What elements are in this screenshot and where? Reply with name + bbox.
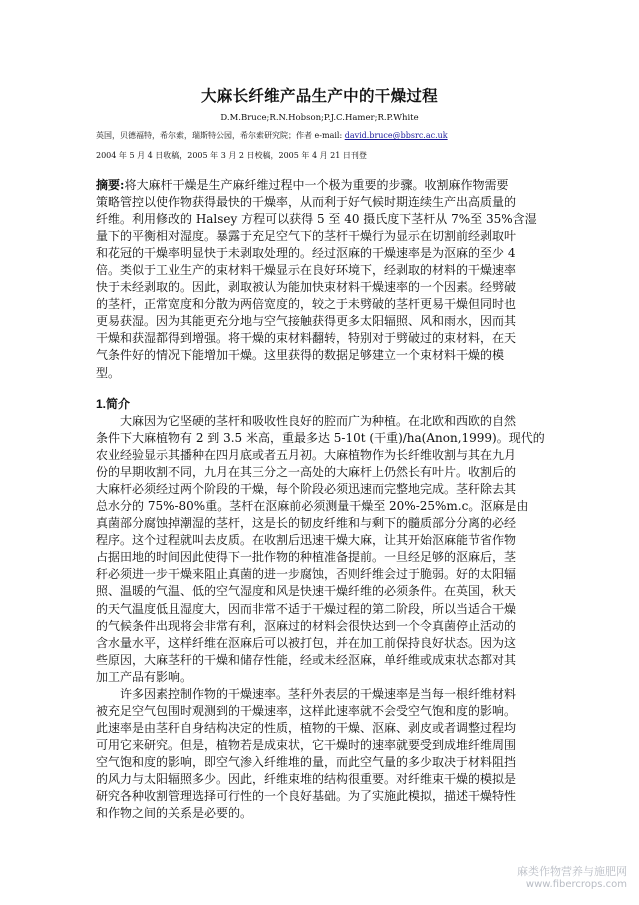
section-introduction: [96, 395, 550, 822]
paper-authors: D.M.Bruce;R.N.Hobson;P.J.C.Hamer;R.P.White: [220, 113, 419, 123]
body-line: 的天气温度低且湿度大，因而非常不适于干燥过程的第二阶段，所以当适合干燥: [96, 601, 517, 616]
abstract-line: 更易获湿。因为其能更充分地与空气接触获得更多太阳辐照、风和雨水，因而其: [96, 314, 517, 329]
body-line: 些原因，大麻茎秆的干燥和储存性能，经或未经沤麻，单纤维或成束状态都对其: [96, 652, 517, 667]
body-line: 和作物之间的关系是必要的。: [96, 806, 253, 821]
body-line: 许多因素控制作物的干燥速率。茎秆外表层的干燥速率是当每一根纤维材料: [96, 686, 517, 701]
affiliation-text: 英国，贝德福特，希尔索，瑞斯特公园，希尔索研究院；作者 e-mail:: [96, 131, 345, 140]
body-line: 含水量水平，这样纤维在沤麻后可以被打包，并在加工前保持良好状态。因为这: [96, 635, 517, 650]
abstract-line: 快于未经剥取的。因此，剥取被认为能加快束材料干燥速率的一个因素。经劈破: [96, 280, 517, 295]
body-line: 条件下大麻植物有 2 到 3.5 米高，重最多达 5-10t (干重)/ha(Anon,1999)。现代的: [96, 431, 545, 446]
section-heading: 1.简介: [96, 397, 131, 411]
abstract-line: 倍。类似于工业生产的束材料干燥显示在良好环境下，经剥取的材料的干燥速率: [96, 263, 517, 278]
body-line: 研究各种收割管理选择可行性的一个良好基础。为了实施此模拟，描述干燥特性: [96, 789, 517, 804]
body-line: 农业经验显示其播种在四月底或者五月初。大麻植物作为长纤维收割与其在九月: [96, 448, 517, 463]
body-line: 此速率是由茎秆自身结构决定的性质，植物的干燥、沤麻、剥皮或者调整过程均: [96, 720, 517, 735]
abstract-line: 的茎杆，正常宽度和分散为两倍宽度的，较之于未劈破的茎杆更易干燥但同时也: [96, 297, 517, 312]
body-line: 程序。这个过程就叫去皮质。在收割后迅速干燥大麻，让其开始沤麻能节省作物: [96, 533, 517, 548]
body-line: 大麻因为它坚硬的茎杆和吸收性良好的腔而广为种植。在北欧和西欧的自然: [96, 414, 517, 428]
abstract-line: 型。: [96, 365, 121, 380]
submission-dates: 2004 年 5 月 4 日收稿，2005 年 3 月 2 日校稿，2005 年 4 月 21 日刊登: [96, 151, 367, 160]
body-line: 空气饱和度的影响，即空气渗入纤维堆的量，而此空气量的多少取决于材料阻挡: [96, 754, 517, 769]
body-line: 真菌部分腐蚀掉潮湿的茎杆，这是长的韧皮纤维和与剩下的髓质部分分离的必经: [96, 516, 517, 531]
body-line: 的气候条件出现将会非常有利，沤麻过的材料会很快达到一个令真菌停止活动的: [96, 618, 517, 633]
paper-title: 大麻长纤维产品生产中的干燥过程: [200, 87, 438, 105]
abstract-line: 摘要:将大麻杆干燥是生产麻纤维过程中一个极为重要的步骤。收割麻作物需要: [96, 178, 509, 192]
abstract-line: 气条件好的情况下能增加干燥。这里获得的数据足够建立一个束材料干燥的模: [96, 348, 505, 363]
body-line: 照、温暖的气温、低的空气湿度和风是快速干燥纤维的必须条件。在英国，秋天: [96, 584, 517, 599]
abstract-line: 和花冠的干燥率明显快于未剥取处理的。经过沤麻的干燥速率是为沤麻的至少 4: [96, 246, 516, 261]
body-line: 的风力与太阳辐照多少。因此，纤维束堆的结构很重要。对纤维束干燥的模拟是: [96, 771, 517, 786]
body-line: 份的早期收割不同，九月在其三分之一高处的大麻杆上仍然长有叶片。收割后的: [96, 465, 517, 480]
body-line: 占据田地的时间因此使得下一批作物的种植准备提前。一旦经足够的沤麻后，茎: [96, 550, 517, 565]
body-line: 大麻杆必须经过两个阶段的干燥，每个阶段必须迅速而完整地完成。茎秆除去其: [96, 482, 517, 497]
body-line: 加工产品有影响。: [96, 669, 193, 684]
author-email-link[interactable]: david.bruce@bbsrc.ac.uk: [344, 131, 448, 140]
watermark-title: 麻类作物营养与施肥网: [517, 865, 627, 878]
abstract-line: 干燥和获湿都得到增强。将干燥的束材料翻转，特别对于劈破过的束材料，在天: [96, 331, 517, 346]
body-line: 总水分的 75%-80%重。茎杆在沤麻前必须测量干燥至 20%-25%m.c。沤麻是由: [96, 499, 529, 514]
abstract-label: 摘要:: [96, 178, 125, 192]
body-line: 被充足空气包围时观测到的干燥速率，这样此速率就不会受空气饱和度的影响。: [96, 703, 517, 718]
abstract: [96, 177, 550, 382]
abstract-line: 量下的平衡相对湿度。暴露于充足空气下的茎杆干燥行为显示在切割前经剥取叶: [96, 229, 517, 244]
abstract-line: 纤维。利用修改的 Halsey 方程可以获得 5 至 40 摄氏度下茎杆从 7%至 35%含湿: [96, 212, 537, 227]
watermark-url: www.fibercrops.com: [525, 879, 627, 890]
body-line: 秆必须进一步干燥来阻止真菌的进一步腐蚀，否则纤维会过于脆弱。好的太阳辐: [96, 567, 517, 582]
site-watermark: [517, 865, 627, 891]
body-line: 可用它来研究。但是，植物若是成束状，它干燥时的速率就要受到成堆纤维周围: [96, 737, 517, 752]
abstract-line: 策略管控以使作物获得最快的干燥率，从而利于好气候时期连续生产出高质量的: [96, 195, 517, 210]
author-affiliation: [96, 130, 448, 141]
